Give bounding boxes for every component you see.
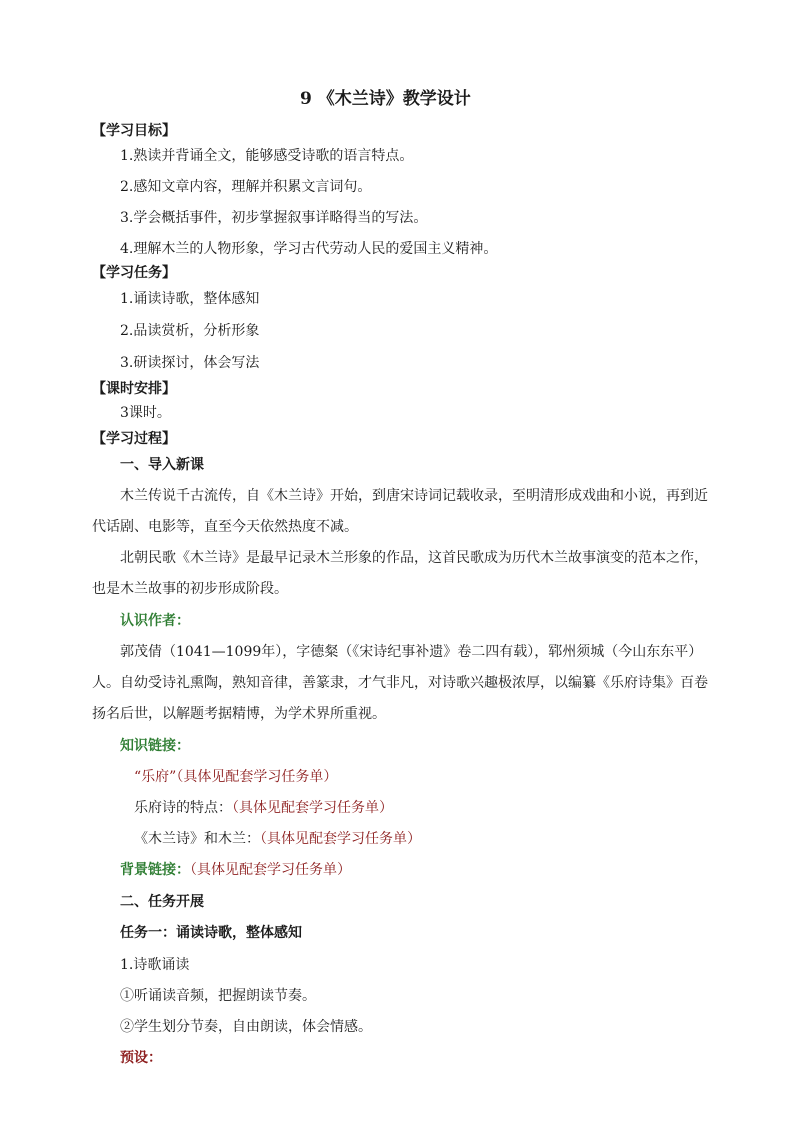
sub-heading: 1.诗歌诵读 <box>120 957 190 973</box>
author-line: 郭茂倩（1041—1099年），字德粲（《宋诗纪事补遗》卷二四有载），郓州须城（今山东东平） <box>120 644 703 660</box>
schedule-text: 3课时。 <box>120 405 171 421</box>
task-item: 3.研读探讨，体会写法 <box>120 355 260 371</box>
goals-heading: 【学习目标】 <box>92 123 176 139</box>
link-item-label: 《木兰诗》和木兰： <box>134 831 260 847</box>
develop-heading: 二、任务开展 <box>120 894 204 910</box>
link-item-yuefu <box>134 768 337 786</box>
goal-item: 4.理解木兰的人物形象，学习古代劳动人民的爱国主义精神。 <box>120 241 498 257</box>
page-title: 9 《木兰诗》教学设计 <box>300 89 471 109</box>
background-link <box>120 861 351 879</box>
task-item: 2.品读赏析，分析形象 <box>120 323 260 339</box>
link-item-features <box>134 799 393 817</box>
author-line: 人。自幼受诗礼熏陶，熟知音律，善篆隶，才气非凡，对诗歌兴趣极浓厚，以编纂《乐府诗集》百卷 <box>92 675 708 691</box>
process-heading: 【学习过程】 <box>92 431 176 447</box>
background-note: （具体见配套学习任务单） <box>190 862 351 878</box>
intro-paragraph-2-cont: 也是木兰故事的初步形成阶段。 <box>92 581 288 597</box>
step-item: ①听诵读音频，把握朗读节奏。 <box>120 988 316 1004</box>
task1-heading: 任务一：诵读诗歌，整体感知 <box>120 925 302 941</box>
goal-item: 3.学会概括事件，初步掌握叙事详略得当的写法。 <box>120 210 428 226</box>
schedule-heading: 【课时安排】 <box>92 381 176 397</box>
intro-paragraph-1-cont: 代话剧、电影等，直至今天依然热度不减。 <box>92 519 358 535</box>
author-heading: 认识作者： <box>120 613 190 629</box>
preset-label: 预设： <box>120 1050 162 1066</box>
link-item-label: 乐府诗的特点： <box>134 800 232 816</box>
task-item: 1.诵读诗歌，整体感知 <box>120 291 260 307</box>
intro-paragraph-1: 木兰传说千古流传，自《木兰诗》开始，到唐宋诗词记载收录，至明清形成戏曲和小说，再到近 <box>120 488 708 504</box>
goal-item: 1.熟读并背诵全文，能够感受诗歌的语言特点。 <box>120 148 414 164</box>
link-item-note: （具体见配套学习任务单） <box>260 831 421 847</box>
step-item: ②学生划分节奏，自由朗读，体会情感。 <box>120 1019 372 1035</box>
background-heading: 背景链接： <box>120 862 190 878</box>
intro-paragraph-2: 北朝民歌《木兰诗》是最早记录木兰形象的作品，这首民歌成为历代木兰故事演变的范本之作， <box>120 550 708 566</box>
author-line: 扬名后世，以解题考据精博，为学术界所重视。 <box>92 706 386 722</box>
link-item-note: （具体见配套学习任务单） <box>176 769 338 785</box>
goal-item: 2.感知文章内容，理解并积累文言词句。 <box>120 179 372 195</box>
link-item-note: （具体见配套学习任务单） <box>232 800 393 816</box>
tasks-heading: 【学习任务】 <box>92 265 176 281</box>
intro-heading: 一、导入新课 <box>120 457 204 473</box>
links-heading: 知识链接： <box>120 738 190 754</box>
link-item-mulan <box>134 830 421 848</box>
link-item-label: “乐府” <box>134 769 177 785</box>
